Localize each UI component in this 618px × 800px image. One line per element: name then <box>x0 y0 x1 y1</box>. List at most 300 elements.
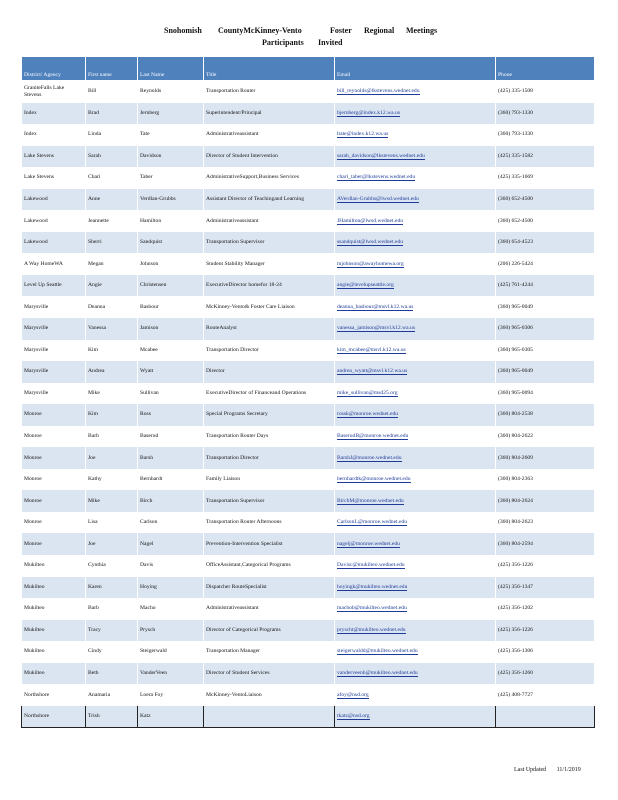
cell-first-name <box>86 533 138 555</box>
cell-last-name-text: Carlson <box>140 519 158 526</box>
cell-title <box>204 103 335 125</box>
cell-first-name <box>86 210 138 232</box>
cell-district <box>22 253 86 275</box>
cell-phone <box>496 103 595 125</box>
table-body <box>22 81 595 728</box>
cell-district-text: Monroe <box>24 476 42 483</box>
table-row <box>22 318 595 340</box>
cell-last-name-text: Mcabee <box>140 346 158 353</box>
cell-last-name <box>138 383 204 405</box>
cell-email <box>335 275 496 297</box>
cell-first-name-text: Kim <box>88 346 98 353</box>
cell-first-name-text: Linda <box>88 131 102 138</box>
cell-first-name-text: Tracy <box>88 626 101 633</box>
cell-first-name <box>86 598 138 620</box>
cell-last-name-text: Bernhardt <box>140 476 163 483</box>
cell-first-name <box>86 684 138 706</box>
table-row <box>22 275 595 297</box>
cell-title <box>204 167 335 189</box>
cell-title <box>204 426 335 448</box>
cell-district <box>22 296 86 318</box>
email-link[interactable]: angie@levelupseattle.org <box>337 282 394 289</box>
cell-title-text: Administrativeassistant <box>206 131 259 138</box>
cell-first-name-text: Anne <box>88 196 101 202</box>
email-link[interactable]: nagelj@monroe.wednet.edu <box>337 540 400 547</box>
cell-email <box>335 361 496 383</box>
cell-district <box>22 512 86 534</box>
cell-last-name <box>138 189 204 211</box>
cell-email <box>335 404 496 426</box>
cell-district-text: Mukilteo <box>24 648 45 655</box>
cell-phone-text: (360) 804-2363 <box>498 476 533 483</box>
cell-title <box>204 663 335 685</box>
email-link[interactable]: deanna_basbour@msvl.k12.wa.us <box>337 303 414 310</box>
cell-last-name <box>138 146 204 168</box>
cell-title <box>204 684 335 706</box>
cell-district-text: Monroe <box>24 433 42 440</box>
cell-district-text: Lakewood <box>24 196 48 202</box>
cell-title <box>204 512 335 534</box>
cell-phone <box>496 253 595 275</box>
participants-table <box>21 56 595 728</box>
cell-first-name <box>86 340 138 362</box>
table-row <box>22 253 595 275</box>
cell-phone-text: (206) 226-5424 <box>498 260 533 267</box>
cell-last-name <box>138 663 204 685</box>
cell-first-name-text: Deanna <box>88 303 106 310</box>
email-link[interactable]: mjohnson@awayhomewa.org <box>337 260 404 267</box>
cell-last-name-text: Basbour <box>140 303 159 310</box>
last-updated <box>514 767 581 773</box>
cell-last-name <box>138 361 204 383</box>
cell-phone <box>496 512 595 534</box>
cell-title-text: OfficeAssistant,Categorical Programs <box>206 562 291 569</box>
cell-last-name-text: Verdlan-Grubbs <box>140 196 176 202</box>
email-link[interactable]: CarlsonL@monroe.wednet.edu <box>337 519 408 526</box>
last-updated-label: Last Updated <box>514 767 547 773</box>
cell-last-name-text: Davidson <box>140 152 162 159</box>
cell-title-text: Transportation Router Afternoons <box>206 519 282 526</box>
cell-district <box>22 598 86 620</box>
email-link[interactable]: tkatz@nsd.org <box>337 713 370 720</box>
cell-title <box>204 383 335 405</box>
cell-district <box>22 146 86 168</box>
cell-title-text: Transportation Manager <box>206 648 261 655</box>
cell-title-text: Director of Student Services <box>206 670 270 677</box>
cell-title <box>204 340 335 362</box>
cell-phone <box>496 361 595 383</box>
cell-title-text: Transportation Director <box>206 346 259 353</box>
cell-first-name <box>86 189 138 211</box>
cell-first-name-text: Chari <box>88 174 101 181</box>
cell-title-text: Prevention-Intervention Specialist <box>206 540 283 547</box>
cell-email <box>335 555 496 577</box>
cell-district-text: Monroe <box>24 540 42 547</box>
email-link[interactable]: machob@mukilteo.wednet.edu <box>337 605 407 612</box>
cell-district <box>22 684 86 706</box>
cell-title-text: Transportation Director <box>206 454 259 461</box>
cell-last-name-text: Sandquist <box>140 239 163 246</box>
table-row <box>22 383 595 405</box>
cell-phone <box>496 340 595 362</box>
cell-last-name-text: VanderVeen <box>140 670 168 677</box>
cell-first-name <box>86 167 138 189</box>
cell-title <box>204 706 335 728</box>
table-row <box>22 124 595 146</box>
cell-last-name <box>138 210 204 232</box>
cell-title <box>204 361 335 383</box>
cell-district-text: Marysville <box>24 346 49 353</box>
cell-district-text: Level Up Seattle <box>24 282 62 289</box>
cell-email <box>335 146 496 168</box>
table-row <box>22 404 595 426</box>
cell-first-name <box>86 318 138 340</box>
cell-phone <box>496 577 595 599</box>
cell-title <box>204 318 335 340</box>
cell-email <box>335 598 496 620</box>
email-link[interactable]: sarah_davidson@lkstevens.wednet.edu <box>337 152 425 159</box>
cell-title <box>204 469 335 491</box>
column-header-district: District/ Agency <box>22 57 86 81</box>
cell-district <box>22 275 86 297</box>
cell-last-name-text: Wyatt <box>140 368 154 375</box>
cell-district <box>22 318 86 340</box>
cell-title-text: Assistant Director of Teachingand Learning <box>206 196 304 202</box>
cell-first-name <box>86 447 138 469</box>
cell-title-text: Family Liaison <box>206 476 241 483</box>
cell-district <box>22 426 86 448</box>
cell-first-name-text: Angie <box>88 282 102 289</box>
cell-last-name <box>138 81 204 103</box>
email-link[interactable]: rossk@monroe.wednet.edu <box>337 411 399 418</box>
cell-district-text: Lakewood <box>24 217 48 224</box>
column-header-last-name: Last Name <box>138 57 204 81</box>
cell-title <box>204 598 335 620</box>
cell-email <box>335 81 496 103</box>
cell-phone <box>496 124 595 146</box>
cell-district <box>22 620 86 642</box>
cell-first-name-text: Beth <box>88 670 99 677</box>
table-row <box>22 533 595 555</box>
cell-phone-text: (425) 356-1347 <box>498 583 533 590</box>
email-link[interactable]: Davisc@mukilteo.wednet.edu <box>337 562 405 569</box>
cell-title <box>204 232 335 254</box>
cell-email <box>335 318 496 340</box>
cell-phone-text: (360) 965-0049 <box>498 368 533 375</box>
column-header-phone: Phone <box>496 57 595 81</box>
cell-district <box>22 232 86 254</box>
cell-last-name <box>138 318 204 340</box>
cell-phone <box>496 598 595 620</box>
cell-last-name-text: Sullivan <box>140 389 159 396</box>
email-link[interactable]: mike_sullivan@msd25.org <box>337 389 398 396</box>
cell-last-name-text: Macho <box>140 605 156 612</box>
email-link[interactable]: steigerwaldd@mukilteo.wednet.edu <box>337 648 418 655</box>
cell-district-text: Monroe <box>24 519 42 526</box>
email-link[interactable]: afoy@nsd.org <box>337 691 369 698</box>
cell-title-text: Student Stability Manager <box>206 260 265 267</box>
cell-title <box>204 577 335 599</box>
cell-title-text: Superintendent/Principal <box>206 109 262 116</box>
column-header-title: Title <box>204 57 335 81</box>
cell-last-name <box>138 296 204 318</box>
cell-phone <box>496 684 595 706</box>
table-row <box>22 426 595 448</box>
cell-phone-text: (360) 793-1330 <box>498 131 533 138</box>
cell-district <box>22 124 86 146</box>
cell-title <box>204 81 335 103</box>
cell-district <box>22 706 86 728</box>
cell-first-name-text: Karen <box>88 583 102 590</box>
cell-email <box>335 447 496 469</box>
table-row <box>22 555 595 577</box>
cell-district <box>22 469 86 491</box>
cell-district-text: Monroe <box>24 497 42 504</box>
cell-phone-text: (360) 804-2622 <box>498 433 533 440</box>
table-row <box>22 512 595 534</box>
table-row <box>22 641 595 663</box>
cell-district <box>22 81 86 103</box>
cell-first-name-text: Jeannette <box>88 217 109 224</box>
cell-district-text: Marysville <box>24 303 49 310</box>
cell-last-name <box>138 426 204 448</box>
table-row <box>22 210 595 232</box>
cell-last-name <box>138 684 204 706</box>
cell-district <box>22 210 86 232</box>
cell-last-name <box>138 167 204 189</box>
email-link[interactable]: AVerdlan-Grubbs@lwsd.wednet.edu <box>337 196 419 202</box>
cell-last-name-text: Steigerwald <box>140 648 167 655</box>
cell-first-name-text: Trish <box>88 713 100 720</box>
cell-phone <box>496 533 595 555</box>
doc-subtitle-1: Participants <box>262 38 304 47</box>
cell-first-name <box>86 103 138 125</box>
cell-first-name <box>86 469 138 491</box>
cell-district <box>22 383 86 405</box>
cell-phone-text: (425) 335-1508 <box>498 88 533 95</box>
cell-first-name <box>86 253 138 275</box>
email-link[interactable]: bjernberg@index.k12.wa.us <box>337 109 400 116</box>
cell-phone-text: (360) 804-2538 <box>498 411 533 418</box>
cell-last-name-text: Jamison <box>140 325 159 332</box>
cell-email <box>335 469 496 491</box>
email-link[interactable]: BaserudB@monroe.wednet.edu <box>337 433 409 440</box>
cell-title-text: McKinney-VentoLiaison <box>206 691 262 698</box>
email-link[interactable]: BirchM@monroe.wednet.edu <box>337 497 404 504</box>
cell-title <box>204 124 335 146</box>
cell-title-text: Director of Categorical Programs <box>206 626 281 633</box>
cell-last-name <box>138 275 204 297</box>
cell-last-name <box>138 706 204 728</box>
email-link[interactable]: bernhardtk@monroe.wednet.edu <box>337 476 411 483</box>
doc-title-1: Snohomish <box>164 26 202 35</box>
cell-last-name <box>138 641 204 663</box>
cell-first-name-text: Kim <box>88 411 98 418</box>
cell-title <box>204 210 335 232</box>
cell-phone-text: (360) 965-0306 <box>498 325 533 332</box>
email-link[interactable]: ltate@index.k12.wa.us <box>337 131 389 138</box>
cell-email <box>335 232 496 254</box>
cell-last-name-text: Hoying <box>140 583 157 590</box>
doc-title-5: Meetings <box>406 26 438 35</box>
cell-title-text: RouteAnalyst <box>206 325 237 332</box>
cell-district <box>22 641 86 663</box>
table-row <box>22 189 595 211</box>
cell-email <box>335 620 496 642</box>
cell-phone-text: (360) 652-4500 <box>498 217 533 224</box>
cell-phone-text: (425) 356-1260 <box>498 670 533 677</box>
cell-phone <box>496 555 595 577</box>
cell-last-name-text: Barsh <box>140 454 154 461</box>
cell-phone-text: (425) 356-1202 <box>498 605 533 612</box>
cell-title-text: McKinney-Vento& Foster Care Liaison <box>206 303 295 310</box>
cell-phone <box>496 620 595 642</box>
cell-first-name-text: Sherri <box>88 239 102 246</box>
cell-last-name-text: Ross <box>140 411 151 418</box>
cell-district <box>22 340 86 362</box>
cell-district-text: Lake Stevens <box>24 152 54 159</box>
cell-title-text: Administrativeassistant <box>206 217 259 224</box>
cell-district-text: Monroe <box>24 411 42 418</box>
cell-title-text: Special Programs Secretary <box>206 411 268 418</box>
cell-first-name-text: Mike <box>88 389 100 396</box>
cell-title <box>204 533 335 555</box>
cell-phone-text: (425) 356-1306 <box>498 648 533 655</box>
cell-email <box>335 663 496 685</box>
table-row <box>22 447 595 469</box>
cell-district-text: Northshore <box>24 713 50 720</box>
cell-last-name <box>138 469 204 491</box>
cell-first-name <box>86 426 138 448</box>
cell-phone <box>496 167 595 189</box>
table-row <box>22 167 595 189</box>
cell-first-name-text: Joe <box>88 540 96 547</box>
table-row <box>22 706 595 728</box>
cell-first-name <box>86 275 138 297</box>
cell-phone-text: (360) 793-1330 <box>498 109 533 116</box>
cell-district-text: Mukilteo <box>24 626 45 633</box>
cell-district <box>22 167 86 189</box>
column-header-email: Email <box>335 57 496 81</box>
cell-district <box>22 404 86 426</box>
cell-title <box>204 253 335 275</box>
cell-last-name <box>138 232 204 254</box>
email-link[interactable]: BarshJ@monroe.wednet.edu <box>337 454 402 461</box>
cell-title-text: Dispatcher RouteSpecialist <box>206 583 267 590</box>
email-link[interactable]: hoyingk@mukilteo.wednet.edu <box>337 583 408 590</box>
email-link[interactable]: pryscht@mukilteo.wednet.edu <box>337 626 406 633</box>
email-link[interactable]: vanderveenb@mukilteo.wednet.edu <box>337 670 418 677</box>
doc-title-4: Regional <box>364 26 395 35</box>
cell-first-name-text: Andrea <box>88 368 105 375</box>
email-link[interactable]: kim_mcabee@msvl.k12.wa.us <box>337 346 406 353</box>
cell-first-name-text: Megan <box>88 260 104 267</box>
cell-phone <box>496 663 595 685</box>
cell-first-name-text: Anamaria <box>88 691 111 698</box>
cell-title-text: ExecutiveDirector of Financeand Operations <box>206 389 307 396</box>
cell-title <box>204 146 335 168</box>
cell-phone <box>496 275 595 297</box>
cell-phone-text: (360) 965-0049 <box>498 303 533 310</box>
cell-title-text: Administrativeassistant <box>206 605 259 612</box>
cell-last-name-text: Katz <box>140 713 151 720</box>
cell-phone-text: (425) 761-4244 <box>498 282 533 289</box>
table-row <box>22 81 595 103</box>
cell-last-name <box>138 124 204 146</box>
cell-last-name-text: Davis <box>140 562 154 569</box>
cell-phone-text: (360) 965-0094 <box>498 389 533 396</box>
cell-district <box>22 447 86 469</box>
cell-district-text: Monroe <box>24 454 42 461</box>
cell-last-name <box>138 340 204 362</box>
table-row <box>22 598 595 620</box>
cell-email <box>335 426 496 448</box>
cell-email <box>335 706 496 728</box>
email-link[interactable]: ssandquist@lwsd.wednet.edu <box>337 239 404 246</box>
cell-phone <box>496 469 595 491</box>
cell-district <box>22 533 86 555</box>
email-link[interactable]: JHamilton@lwsd.wednet.edu <box>337 217 404 224</box>
column-header-first-name: First name <box>86 57 138 81</box>
cell-phone <box>496 296 595 318</box>
cell-last-name-text: Christensen <box>140 282 167 289</box>
cell-district-text: Lake Stevens <box>24 174 54 181</box>
cell-district <box>22 555 86 577</box>
cell-title <box>204 555 335 577</box>
cell-title <box>204 641 335 663</box>
cell-title <box>204 275 335 297</box>
cell-phone <box>496 210 595 232</box>
email-link[interactable]: chari_taber@lkstevens.wednet.edu <box>337 174 416 181</box>
cell-phone-text: (360) 804-2623 <box>498 519 533 526</box>
cell-email <box>335 641 496 663</box>
cell-last-name-text: Johnson <box>140 260 159 267</box>
cell-first-name-text: Cindy <box>88 648 102 655</box>
cell-district-text: GraniteFalls Lake Stevens <box>24 84 65 98</box>
doc-title-2: CountyMcKinney-Vento <box>218 26 302 35</box>
cell-district-text: Marysville <box>24 389 49 396</box>
cell-last-name-text: Baserud <box>140 433 159 440</box>
table-row <box>22 469 595 491</box>
cell-first-name <box>86 512 138 534</box>
email-link[interactable]: bill_reynolds@lkstevens.wednet.edu <box>337 88 420 95</box>
email-link[interactable]: andrea_wyatt@msvl.k12.wa.us <box>337 368 408 375</box>
cell-phone <box>496 81 595 103</box>
cell-last-name <box>138 555 204 577</box>
cell-email <box>335 383 496 405</box>
cell-first-name <box>86 81 138 103</box>
cell-phone <box>496 490 595 512</box>
cell-district-text: Marysville <box>24 325 49 332</box>
cell-title <box>204 296 335 318</box>
cell-last-name <box>138 533 204 555</box>
cell-email <box>335 512 496 534</box>
cell-phone-text: (360) 804-2594 <box>498 540 533 547</box>
cell-phone <box>496 146 595 168</box>
cell-district-text: Northshore <box>24 691 50 698</box>
table-row <box>22 103 595 125</box>
cell-first-name <box>86 490 138 512</box>
cell-district-text: Mukilteo <box>24 605 45 612</box>
cell-first-name <box>86 663 138 685</box>
email-link[interactable]: vanessa_jamison@msvl.k12.wa.us <box>337 325 416 332</box>
table-row <box>22 490 595 512</box>
cell-last-name <box>138 253 204 275</box>
cell-email <box>335 210 496 232</box>
cell-last-name <box>138 577 204 599</box>
cell-phone <box>496 706 595 728</box>
cell-first-name-text: Sarah <box>88 152 101 159</box>
